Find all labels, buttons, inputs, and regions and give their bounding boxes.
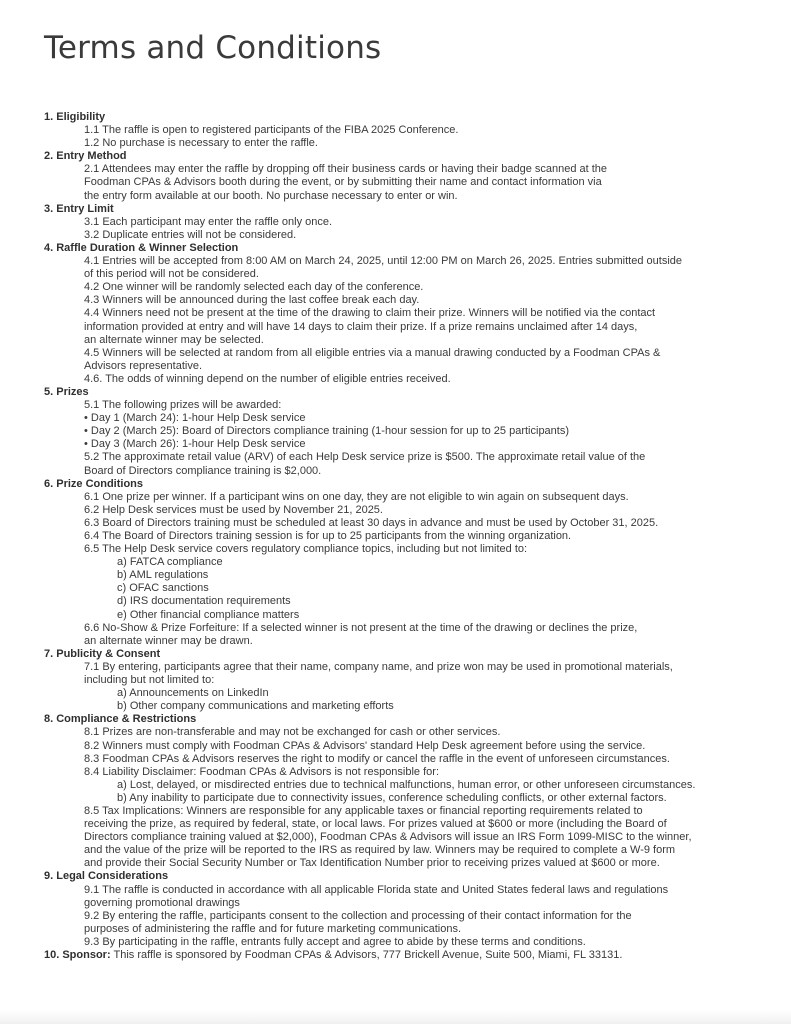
sub-item: b) AML regulations xyxy=(117,569,209,582)
clause-line: 5.2 The approximate retail value (ARV) of each Help Desk service prize is $500. The approximate retail value of the xyxy=(84,451,646,464)
clause-line: purposes of administering the raffle and for future marketing communications. xyxy=(84,922,462,935)
clause-line: Foodman CPAs & Advisors booth during the event, or by submitting their name and contact information via xyxy=(84,176,602,189)
clause-line: 4.6. The odds of winning depend on the number of eligible entries received. xyxy=(84,372,451,385)
clause-line: 6.2 Help Desk services must be used by November 21, 2025. xyxy=(84,503,383,516)
sub-item: a) FATCA compliance xyxy=(117,556,223,569)
clause-line: 4.2 One winner will be randomly selected each day of the conference. xyxy=(84,281,424,294)
clause-line: Board of Directors compliance training is $2,000. xyxy=(84,464,322,477)
section-title: 9. Legal Considerations xyxy=(44,870,169,883)
section-title: 3. Entry Limit xyxy=(44,202,114,215)
clause-line: 4.3 Winners will be announced during the last coffee break each day. xyxy=(84,294,420,307)
clause-line: 8.5 Tax Implications: Winners are responsible for any applicable taxes or financial reporting requirements related to xyxy=(84,804,643,817)
clause-line: 8.2 Winners must comply with Foodman CPAs & Advisors' standard Help Desk agreement before using the service. xyxy=(84,739,646,752)
clause-line: 7.1 By entering, participants agree that their name, company name, and prize won may be used in promotional materials, xyxy=(84,660,673,673)
clause-line: 9.3 By participating in the raffle, entrants fully accept and agree to abide by these terms and conditions. xyxy=(84,935,586,948)
page-bottom-edge xyxy=(0,1010,791,1024)
clause-line: Advisors representative. xyxy=(84,359,202,372)
clause-line: • Day 3 (March 26): 1-hour Help Desk service xyxy=(84,438,306,451)
clause-line: 8.1 Prizes are non-transferable and may not be exchanged for cash or other services. xyxy=(84,726,501,739)
sponsor-text: This raffle is sponsored by Foodman CPAs & Advisors, 777 Brickell Avenue, Suite 500, Miami, FL 33131. xyxy=(110,949,623,961)
clause-line: 3.1 Each participant may enter the raffle only once. xyxy=(84,215,333,228)
clause-line: 5.1 The following prizes will be awarded: xyxy=(84,399,282,412)
section-title: 7. Publicity & Consent xyxy=(44,647,161,660)
page-title: Terms and Conditions xyxy=(44,30,382,66)
sub-item: a) Lost, delayed, or misdirected entries due to technical malfunctions, human error, or other unforeseen circumstances. xyxy=(117,778,696,791)
clause-line: • Day 1 (March 24): 1-hour Help Desk service xyxy=(84,412,306,425)
clause-line: an alternate winner may be drawn. xyxy=(84,634,253,647)
sponsor-label: 10. Sponsor: xyxy=(44,949,111,961)
clause-line: of this period will not be considered. xyxy=(84,268,259,281)
sub-item: a) Announcements on LinkedIn xyxy=(117,687,269,700)
sub-item: b) Other company communications and marketing efforts xyxy=(117,700,394,713)
section-title: 8. Compliance & Restrictions xyxy=(44,713,197,726)
sub-item: d) IRS documentation requirements xyxy=(117,595,291,608)
section-title: 2. Entry Method xyxy=(44,150,127,163)
sponsor-line xyxy=(44,949,791,962)
clause-line: an alternate winner may be selected. xyxy=(84,333,264,346)
clause-line: 4.5 Winners will be selected at random from all eligible entries via a manual drawing conducted by a Foodman CPAs & xyxy=(84,346,661,359)
section-title: 6. Prize Conditions xyxy=(44,477,144,490)
terms-body xyxy=(0,111,791,962)
clause-line: Directors compliance training valued at $2,000), Foodman CPAs & Advisors will issue an IRS Form 1099-MISC to the winner, xyxy=(84,831,692,844)
clause-line: 1.2 No purchase is necessary to enter the raffle. xyxy=(84,137,318,150)
clause-line: and provide their Social Security Number or Tax Identification Number prior to receiving prizes valued at $600 or more. xyxy=(84,857,660,870)
clause-line: 4.1 Entries will be accepted from 8:00 AM on March 24, 2025, until 12:00 PM on March 26, 2025. Entries submitted outside xyxy=(84,255,682,268)
clause-line: 1.1 The raffle is open to registered participants of the FIBA 2025 Conference. xyxy=(84,124,459,137)
clause-line: 8.3 Foodman CPAs & Advisors reserves the right to modify or cancel the raffle in the event of unforeseen circumstances. xyxy=(84,752,670,765)
clause-line: • Day 2 (March 25): Board of Directors compliance training (1-hour session for up to 25 participants) xyxy=(84,425,570,438)
clause-line: 8.4 Liability Disclaimer: Foodman CPAs & Advisors is not responsible for: xyxy=(84,765,439,778)
sub-item: c) OFAC sanctions xyxy=(117,582,209,595)
clause-line: the entry form available at our booth. No purchase necessary to enter or win. xyxy=(84,189,458,202)
clause-line: 6.4 The Board of Directors training session is for up to 25 participants from the winning organization. xyxy=(84,530,572,542)
clause-line: 6.5 The Help Desk service covers regulatory compliance topics, including but not limited to: xyxy=(84,543,528,556)
sub-item: e) Other financial compliance matters xyxy=(117,608,300,621)
sub-item: b) Any inability to participate due to connectivity issues, conference scheduling conflicts, or other external factors. xyxy=(117,791,667,804)
clause-line: 6.6 No-Show & Prize Forfeiture: If a selected winner is not present at the time of the drawing or declines the prize, xyxy=(84,621,638,634)
clause-line: and the value of the prize will be reported to the IRS as required by law. Winners may be required to complete a W-9 form xyxy=(84,844,676,857)
clause-line: 6.1 One prize per winner. If a participant wins on one day, they are not eligible to win again on subsequent days. xyxy=(84,490,629,503)
clause-line: information provided at entry and will have 14 days to claim their prize. If a prize remains unclaimed after 14 days, xyxy=(84,320,638,333)
section-title: 5. Prizes xyxy=(44,385,89,398)
clause-line: governing promotional drawings xyxy=(84,896,240,909)
clause-line: 2.1 Attendees may enter the raffle by dropping off their business cards or having their badge scanned at the xyxy=(84,163,608,176)
clause-line: receiving the prize, as required by federal, state, or local laws. For prizes valued at $600 or more (including the Board of xyxy=(84,818,667,831)
section-title: 4. Raffle Duration & Winner Selection xyxy=(44,241,239,254)
clause-line: including but not limited to: xyxy=(84,674,215,687)
clause-line: 3.2 Duplicate entries will not be considered. xyxy=(84,228,297,241)
clause-line: 4.4 Winners need not be present at the time of the drawing to claim their prize. Winners will be notified via the contact xyxy=(84,307,656,320)
clause-line: 9.1 The raffle is conducted in accordance with all applicable Florida state and United States federal laws and regulations xyxy=(84,883,669,896)
clause-line: 6.3 Board of Directors training must be scheduled at least 30 days in advance and must be used by October 31, 2025. xyxy=(84,516,659,529)
clause-line: 9.2 By entering the raffle, participants consent to the collection and processing of their contact information for the xyxy=(84,909,632,922)
section-title: 1. Eligibility xyxy=(44,111,106,123)
